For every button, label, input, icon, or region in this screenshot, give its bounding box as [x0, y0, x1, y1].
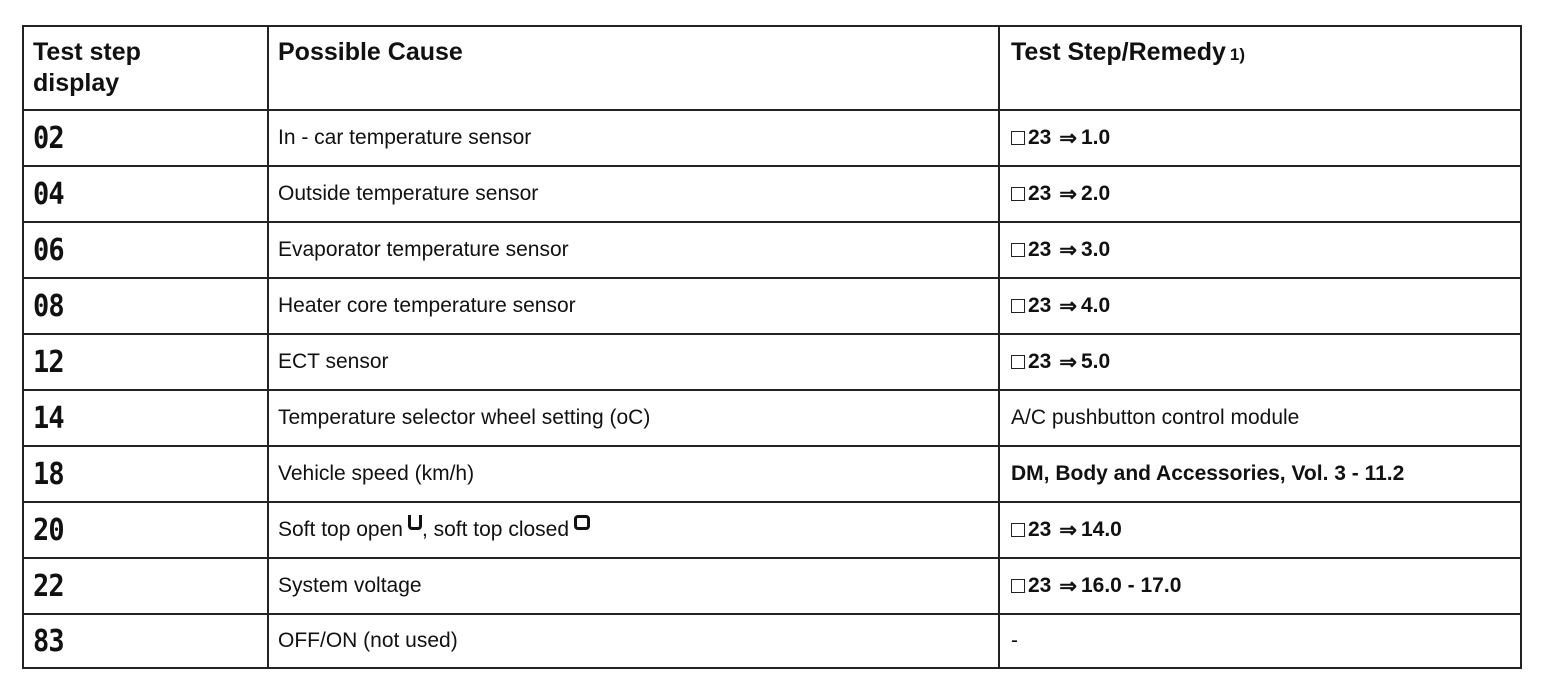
possible-cause-text: OFF/ON (not used) — [278, 629, 458, 652]
possible-cause-text: System voltage — [278, 574, 422, 597]
test-step-table — [22, 25, 1522, 669]
possible-cause-cell — [269, 223, 1000, 277]
reference-number[interactable]: 23 — [1028, 182, 1052, 205]
reference-step[interactable]: 16.0 - 17.0 — [1080, 574, 1182, 597]
test-step-code: 12 — [33, 344, 64, 380]
reference-step[interactable]: 1.0 — [1080, 126, 1111, 149]
header-possible-cause — [269, 27, 1000, 109]
test-step-code: 06 — [33, 232, 64, 268]
test-step-code-cell — [24, 335, 269, 389]
possible-cause-cell — [269, 335, 1000, 389]
header-col1-line1: Test step — [33, 38, 141, 66]
possible-cause-cell — [269, 391, 1000, 445]
possible-cause-cell — [269, 111, 1000, 165]
arrow-right-icon: ⇒ — [1059, 518, 1077, 542]
test-step-code-cell — [24, 391, 269, 445]
reference-number[interactable]: 23 — [1028, 126, 1052, 149]
remedy-cell — [1000, 279, 1520, 333]
header-col3-label: Test Step/Remedy — [1011, 38, 1226, 66]
soft-top-open-icon — [408, 515, 422, 530]
test-step-code-cell — [24, 279, 269, 333]
test-step-code: 18 — [33, 456, 64, 492]
remedy-cell — [1000, 167, 1520, 221]
possible-cause-text-2: , soft top closed — [421, 518, 570, 541]
reference-number[interactable]: 23 — [1028, 238, 1052, 261]
remedy-text: - — [1011, 629, 1018, 652]
table-row — [24, 447, 1520, 503]
test-step-code-cell — [24, 615, 269, 667]
reference-step[interactable]: 5.0 — [1080, 350, 1111, 373]
reference-box-icon — [1011, 523, 1025, 537]
remedy-cell — [1000, 223, 1520, 277]
reference-box-icon — [1011, 299, 1025, 313]
possible-cause-cell — [269, 559, 1000, 613]
soft-top-closed-icon — [574, 515, 590, 530]
possible-cause-cell — [269, 447, 1000, 501]
test-step-code-cell — [24, 559, 269, 613]
possible-cause-text: Outside temperature sensor — [278, 182, 539, 205]
table-row — [24, 335, 1520, 391]
remedy-cell — [1000, 111, 1520, 165]
reference-number[interactable]: 23 — [1028, 294, 1052, 317]
arrow-right-icon: ⇒ — [1059, 238, 1077, 262]
possible-cause-cell — [269, 167, 1000, 221]
remedy-cell — [1000, 615, 1520, 667]
possible-cause-text: ECT sensor — [278, 350, 389, 373]
possible-cause-cell — [269, 279, 1000, 333]
reference-box-icon — [1011, 579, 1025, 593]
header-test-step-display — [24, 27, 269, 109]
remedy-text: A/C pushbutton control module — [1011, 406, 1300, 429]
test-step-code: 22 — [33, 568, 64, 604]
possible-cause-text: Heater core temperature sensor — [278, 294, 576, 317]
reference-step[interactable]: 3.0 — [1080, 238, 1111, 261]
reference-box-icon — [1011, 243, 1025, 257]
reference-step[interactable]: 14.0 — [1080, 518, 1122, 541]
reference-box-icon — [1011, 187, 1025, 201]
table-row — [24, 279, 1520, 335]
remedy-cell — [1000, 391, 1520, 445]
remedy-cell — [1000, 335, 1520, 389]
table-row — [24, 223, 1520, 279]
remedy-cell — [1000, 503, 1520, 557]
arrow-right-icon: ⇒ — [1059, 574, 1077, 598]
test-step-code: 83 — [33, 623, 64, 659]
reference-step[interactable]: 2.0 — [1080, 182, 1111, 205]
test-step-code: 04 — [33, 176, 64, 212]
table-header-row — [24, 27, 1520, 111]
possible-cause-text: Vehicle speed (km/h) — [278, 462, 475, 485]
footnote-marker: 1) — [1229, 45, 1246, 64]
reference-box-icon — [1011, 355, 1025, 369]
test-step-code: 20 — [33, 512, 64, 548]
reference-number[interactable]: 23 — [1028, 574, 1052, 597]
test-step-code-cell — [24, 111, 269, 165]
remedy-cell — [1000, 447, 1520, 501]
reference-number[interactable]: 23 — [1028, 350, 1052, 373]
remedy-cell — [1000, 559, 1520, 613]
possible-cause-text: Temperature selector wheel setting (oC) — [278, 406, 651, 429]
header-col1-line2: display — [33, 69, 120, 97]
possible-cause-text: Soft top open — [278, 518, 403, 541]
arrow-right-icon: ⇒ — [1059, 182, 1077, 206]
arrow-right-icon: ⇒ — [1059, 294, 1077, 318]
arrow-right-icon: ⇒ — [1059, 126, 1077, 150]
table-row — [24, 111, 1520, 167]
test-step-code-cell — [24, 503, 269, 557]
remedy-text[interactable]: DM, Body and Accessories, Vol. 3 - 11.2 — [1011, 462, 1405, 485]
table-row — [24, 559, 1520, 615]
test-step-code: 02 — [33, 120, 64, 156]
possible-cause-text: Evaporator temperature sensor — [278, 238, 569, 261]
reference-number[interactable]: 23 — [1028, 518, 1052, 541]
header-col2-label: Possible Cause — [278, 38, 463, 66]
arrow-right-icon: ⇒ — [1059, 350, 1077, 374]
table-row — [24, 615, 1520, 667]
test-step-code: 14 — [33, 400, 64, 436]
possible-cause-text: In - car temperature sensor — [278, 126, 532, 149]
test-step-code: 08 — [33, 288, 64, 324]
test-step-code-cell — [24, 447, 269, 501]
possible-cause-cell — [269, 615, 1000, 667]
reference-box-icon — [1011, 131, 1025, 145]
possible-cause-cell — [269, 503, 1000, 557]
test-step-code-cell — [24, 223, 269, 277]
reference-step[interactable]: 4.0 — [1080, 294, 1111, 317]
header-test-step-remedy — [1000, 27, 1520, 109]
table-row — [24, 391, 1520, 447]
test-step-code-cell — [24, 167, 269, 221]
table-row — [24, 503, 1520, 559]
table-row — [24, 167, 1520, 223]
